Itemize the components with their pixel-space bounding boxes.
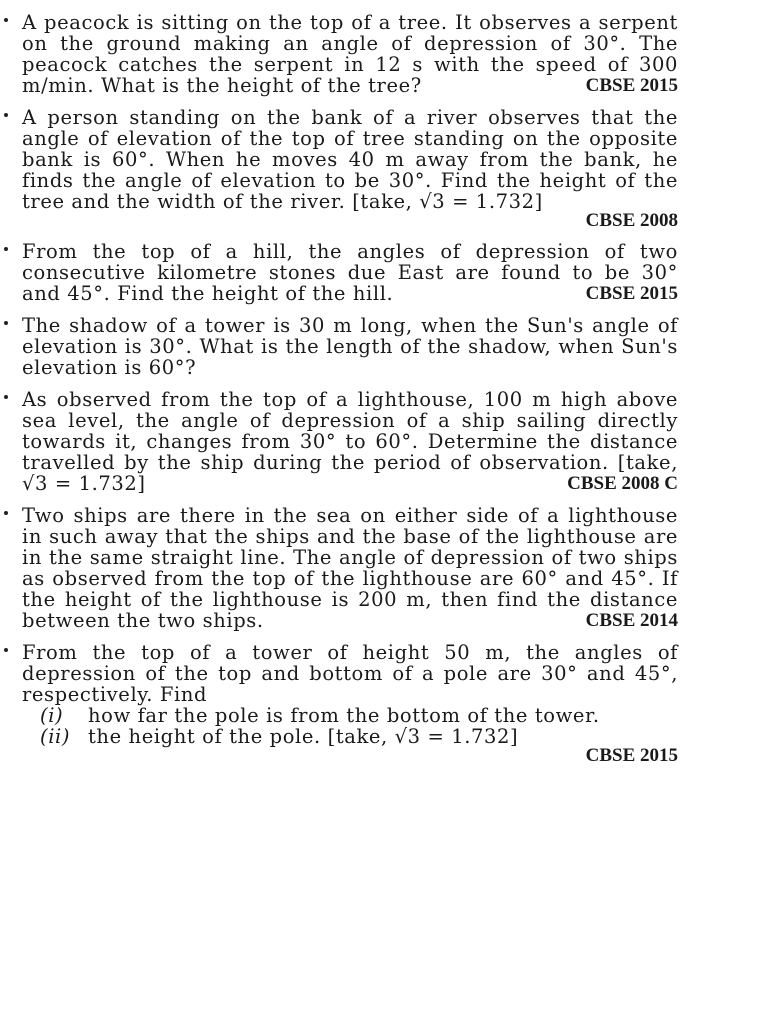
bullet [4,321,8,325]
question-2 [22,107,678,230]
bullet [4,18,8,22]
exam-tag: CBSE 2008 [585,210,678,231]
bullet [4,511,8,515]
exam-tag: CBSE 2015 [585,283,678,304]
bullet [4,247,8,251]
exam-tag: CBSE 2015 [585,75,678,96]
sub-part-text: how far the pole is from the bottom of the tower. [88,704,600,727]
question-text: From the top of a tower of height 50 m, the angles of depression of the top and bottom of a pole are 30° and 45°, respectively. Find [22,641,678,706]
question-7 [22,642,678,765]
question-5 [22,389,678,494]
bullet [4,395,8,399]
question-text: Two ships are there in the sea on either side of a lighthouse in such away that the ships and the base of the lighthouse are in the same straight line. The angle of depression of two ships as observed from the top of the lighthouse are 60° and 45°. If the height of the lighthouse is 200 m, then find the distance between the two ships. [22,504,678,632]
exam-tag: CBSE 2014 [585,610,678,631]
question-text: From the top of a hill, the angles of depression of two consecutive kilometre stones due East are found to be 30° and 45°. Find the height of the hill. [22,240,678,305]
question-3 [22,241,678,304]
question-text: A person standing on the bank of a river observes that the angle of elevation of the top of tree standing on the opposite bank is 60°. When he moves 40 m away from the bank, he finds the angle of elevation to be 30°. Find the height of the tree and the width of the river. [take, √3 = 1.732] [22,106,678,213]
sub-part-i [22,705,678,726]
bullet [4,113,8,117]
sub-part-ii [22,726,678,747]
exam-tag: CBSE 2008 C [567,473,678,494]
bullet [4,648,8,652]
question-text: As observed from the top of a lighthouse, 100 m high above sea level, the angle of depression of a ship sailing directly towards it, changes from 30° to 60°. Determine the distance travelled by the ship during the period of observation. [take, √3 = 1.732] [22,388,678,495]
question-4 [22,315,678,378]
question-text: The shadow of a tower is 30 m long, when the Sun's angle of elevation is 30°. What is the length of the shadow, when Sun's elevation is 60°? [22,314,678,379]
question-text: A peacock is sitting on the top of a tree. It observes a serpent on the ground making an angle of depression of 30°. The peacock catches the serpent in 12 s with the speed of 300 m/min. What is the height of the tree? [22,11,678,97]
question-1 [22,12,678,96]
sub-part-text: the height of the pole. [take, √3 = 1.732] [88,725,519,748]
sub-part-label: (ii) [40,725,71,748]
exam-tag: CBSE 2015 [585,745,678,766]
sub-part-label: (i) [40,704,64,727]
question-6 [22,505,678,631]
